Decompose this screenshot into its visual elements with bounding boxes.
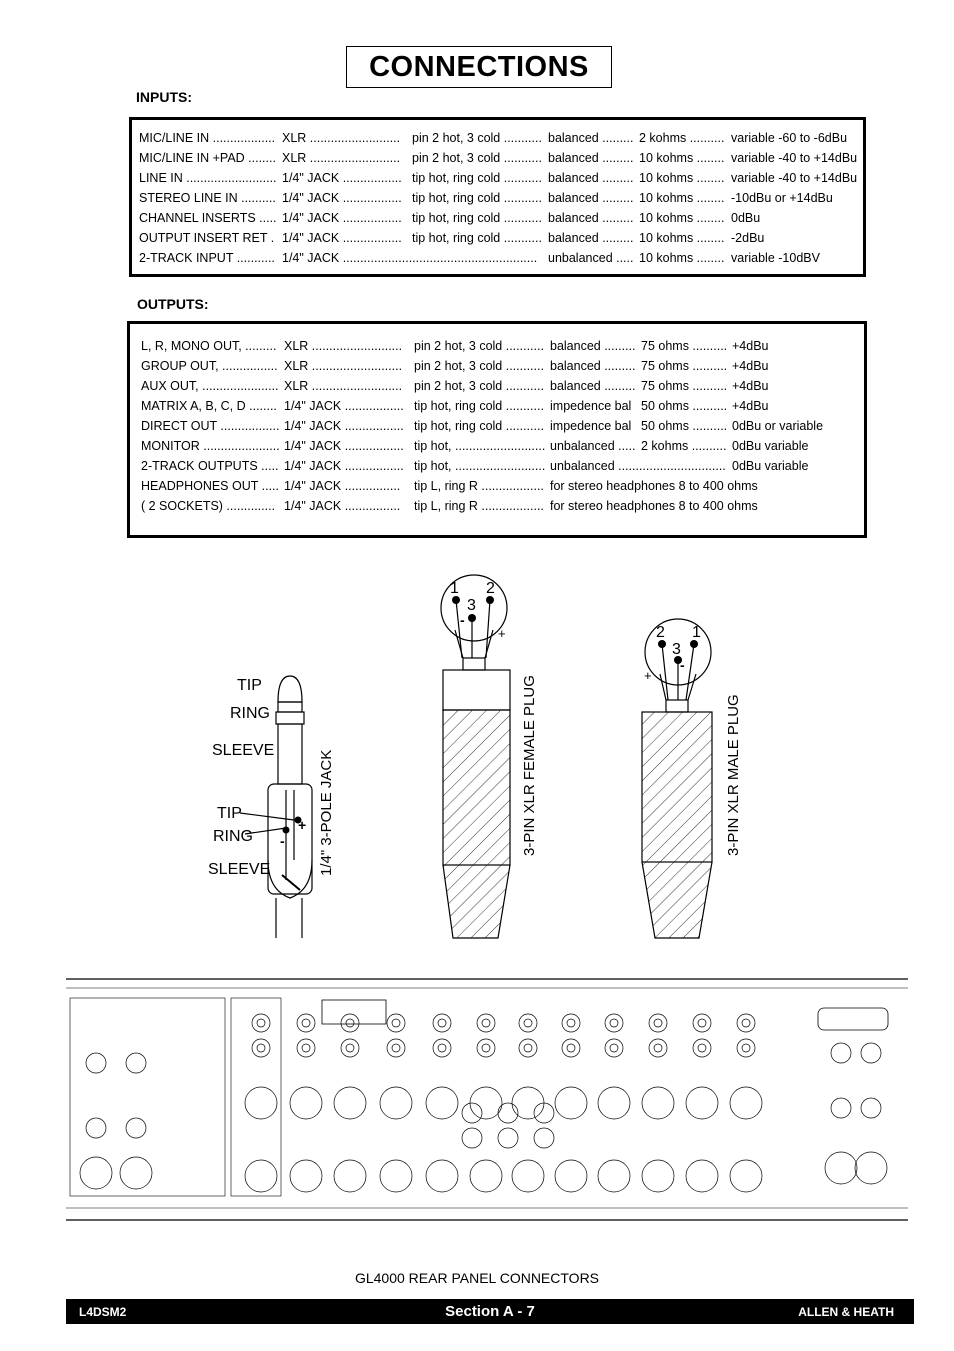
outputs-cell: 0dBu variable (732, 439, 809, 453)
outputs-cell: balanced ......... (550, 379, 636, 393)
inputs-cell: CHANNEL INSERTS ..... (139, 211, 277, 225)
outputs-cell: pin 2 hot, 3 cold ........... (414, 379, 544, 393)
outputs-cell: 1/4" JACK ................. (284, 399, 404, 413)
outputs-cell: XLR .......................... (284, 339, 403, 353)
inputs-cell: 1/4" JACK ................. (282, 231, 402, 245)
inputs-cell: MIC/LINE IN .................. (139, 131, 276, 145)
inputs-cell: 10 kohms ........ (639, 191, 725, 205)
inputs-cell: pin 2 hot, 3 cold ........... (412, 151, 542, 165)
inputs-cell: tip hot, ring cold ........... (412, 191, 542, 205)
jack-title: 1/4" 3-POLE JACK (318, 749, 335, 876)
outputs-cell: ( 2 SOCKETS) .............. (141, 499, 276, 513)
xlr-female-minus-label: - (460, 612, 465, 628)
inputs-cell: balanced ......... (548, 151, 634, 165)
inputs-label: INPUTS: (136, 89, 192, 105)
outputs-cell: for stereo headphones 8 to 400 ohms (550, 479, 758, 493)
inputs-cell: tip hot, ring cold ........... (412, 231, 542, 245)
outputs-cell: tip hot, .......................... (414, 459, 546, 473)
inputs-cell: XLR .......................... (282, 131, 401, 145)
xlr-male-title: 3-PIN XLR MALE PLUG (725, 694, 742, 856)
outputs-cell: AUX OUT, ...................... (141, 379, 279, 393)
inputs-spec-table (129, 117, 866, 277)
xlr-female-title: 3-PIN XLR FEMALE PLUG (521, 675, 538, 856)
inputs-cell: balanced ......... (548, 191, 634, 205)
outputs-cell: 2 kohms .......... (641, 439, 727, 453)
page-title: CONNECTIONS (369, 50, 589, 83)
xlr-male-pin2-label: 2 (656, 624, 665, 641)
outputs-cell: MATRIX A, B, C, D ........ (141, 399, 277, 413)
outputs-cell: 1/4" JACK ................. (284, 419, 404, 433)
inputs-cell: tip hot, ring cold ........... (412, 171, 542, 185)
footer-brand: ALLEN & HEATH (798, 1305, 894, 1319)
inputs-cell: -10dBu or +14dBu (731, 191, 833, 205)
jack-minus-label: - (280, 833, 285, 849)
outputs-cell: tip hot, .......................... (414, 439, 546, 453)
inputs-cell: variable -40 to +14dBu (731, 171, 858, 185)
outputs-cell: 1/4" JACK ................. (284, 459, 404, 473)
outputs-cell: 0dBu or variable (732, 419, 824, 433)
inputs-cell: unbalanced ..... (548, 251, 634, 265)
inputs-cell: 0dBu (731, 211, 761, 225)
outputs-cell: XLR .......................... (284, 359, 403, 373)
figure-caption: GL4000 REAR PANEL CONNECTORS (354, 1270, 600, 1286)
xlr-female-pin2 (486, 596, 494, 604)
inputs-cell: balanced ......... (548, 171, 634, 185)
xlr-female-plus-label: + (498, 626, 506, 641)
inputs-cell: balanced ......... (548, 211, 634, 225)
outputs-cell: 75 ohms .......... (641, 339, 728, 353)
xlr-male-drawing (642, 619, 712, 938)
outputs-cell: pin 2 hot, 3 cold ........... (414, 339, 544, 353)
outputs-cell: XLR .......................... (284, 379, 403, 393)
outputs-cell: 75 ohms .......... (641, 379, 728, 393)
xlr-male-pin2 (658, 640, 666, 648)
outputs-cell: 1/4" JACK ................. (284, 439, 404, 453)
inputs-cell: 1/4" JACK ................. (282, 191, 402, 205)
outputs-cell: tip hot, ring cold ........... (414, 399, 544, 413)
inputs-cell: XLR .......................... (282, 151, 401, 165)
inputs-cell: 10 kohms ........ (639, 151, 725, 165)
outputs-cell: tip L, ring R .................. (414, 499, 544, 513)
outputs-cell: DIRECT OUT ................. (141, 419, 280, 433)
outputs-cell: 75 ohms .......... (641, 359, 728, 373)
outputs-cell: for stereo headphones 8 to 400 ohms (550, 499, 758, 513)
footer-section: Section A - 7 (445, 1303, 535, 1320)
xlr-male-plus-label: + (644, 668, 652, 683)
footer-doc-code: L4DSM2 (79, 1305, 127, 1319)
jack-sleeve-wire-label: SLEEVE (208, 861, 271, 878)
outputs-cell: 1/4" JACK ................ (284, 479, 401, 493)
inputs-cell: 10 kohms ........ (639, 171, 725, 185)
inputs-cell: 2 kohms .......... (639, 131, 725, 145)
inputs-cell: 10 kohms ........ (639, 251, 725, 265)
inputs-cell: pin 2 hot, 3 cold ........... (412, 131, 542, 145)
outputs-cell: GROUP OUT, ................ (141, 359, 278, 373)
xlr-female-pin3-label: 3 (467, 597, 476, 614)
inputs-cell: OUTPUT INSERT RET . (139, 231, 275, 245)
inputs-cell: 1/4" JACK ........................................................ (282, 251, 538, 265)
outputs-cell: tip L, ring R .................. (414, 479, 544, 493)
outputs-cell: +4dBu (732, 379, 769, 393)
outputs-spec-table (127, 321, 867, 538)
outputs-cell: 50 ohms .......... (641, 419, 728, 433)
connector-diagrams (0, 560, 954, 960)
jack-ring-label: RING (230, 705, 270, 722)
inputs-cell: variable -10dBV (731, 251, 820, 265)
inputs-cell: -2dBu (731, 231, 765, 245)
jack-tip-wire-label: TIP (217, 805, 242, 822)
inputs-cell: 10 kohms ........ (639, 211, 725, 225)
inputs-cell: balanced ......... (548, 231, 634, 245)
outputs-cell: HEADPHONES OUT ..... (141, 479, 279, 493)
outputs-cell: tip hot, ring cold ........... (414, 419, 544, 433)
jack-sleeve-label: SLEEVE (212, 742, 275, 759)
jack-ring-wire-label: RING (213, 828, 253, 845)
outputs-cell: +4dBu (732, 359, 769, 373)
inputs-cell: 2-TRACK INPUT ........... (139, 251, 275, 265)
xlr-male-pin1 (690, 640, 698, 648)
xlr-male-pin1-label: 1 (692, 624, 701, 641)
xlr-male-minus-label: - (680, 657, 685, 673)
inputs-cell: 1/4" JACK ................. (282, 171, 402, 185)
outputs-cell: unbalanced ..... (550, 439, 636, 453)
outputs-cell: balanced ......... (550, 359, 636, 373)
xlr-male-pin3-label: 3 (672, 641, 681, 658)
outputs-cell: +4dBu (732, 399, 769, 413)
outputs-cell: 50 ohms .......... (641, 399, 728, 413)
inputs-cell: MIC/LINE IN +PAD ........ (139, 151, 276, 165)
outputs-cell: L, R, MONO OUT, ......... (141, 339, 277, 353)
page-title-box (346, 46, 612, 88)
inputs-cell: 10 kohms ........ (639, 231, 725, 245)
xlr-female-pin1 (452, 596, 460, 604)
outputs-cell: pin 2 hot, 3 cold ........... (414, 359, 544, 373)
outputs-cell: 1/4" JACK ................ (284, 499, 401, 513)
outputs-cell: MONITOR ...................... (141, 439, 280, 453)
inputs-cell: balanced ......... (548, 131, 634, 145)
inputs-cell: 1/4" JACK ................. (282, 211, 402, 225)
xlr-female-pin3 (468, 614, 476, 622)
jack-plus-label: + (298, 817, 307, 833)
inputs-cell: STEREO LINE IN .......... (139, 191, 276, 205)
page-footer (66, 1299, 914, 1324)
outputs-cell: impedence bal (550, 419, 632, 433)
jack-tip-label: TIP (237, 677, 262, 694)
outputs-cell: balanced ......... (550, 339, 636, 353)
outputs-cell: impedence bal (550, 399, 632, 413)
outputs-cell: 2-TRACK OUTPUTS ..... (141, 459, 279, 473)
inputs-cell: LINE IN .......................... (139, 171, 277, 185)
xlr-female-pin1-label: 1 (450, 580, 459, 597)
inputs-cell: variable -40 to +14dBu (731, 151, 858, 165)
xlr-female-pin2-label: 2 (486, 580, 495, 597)
outputs-label: OUTPUTS: (137, 296, 209, 312)
outputs-cell: +4dBu (732, 339, 769, 353)
rear-panel-drawing (66, 978, 908, 1223)
inputs-cell: tip hot, ring cold ........... (412, 211, 542, 225)
outputs-cell: 0dBu variable (732, 459, 809, 473)
outputs-cell: unbalanced ............................... (550, 459, 726, 473)
inputs-cell: variable -60 to -6dBu (731, 131, 848, 145)
